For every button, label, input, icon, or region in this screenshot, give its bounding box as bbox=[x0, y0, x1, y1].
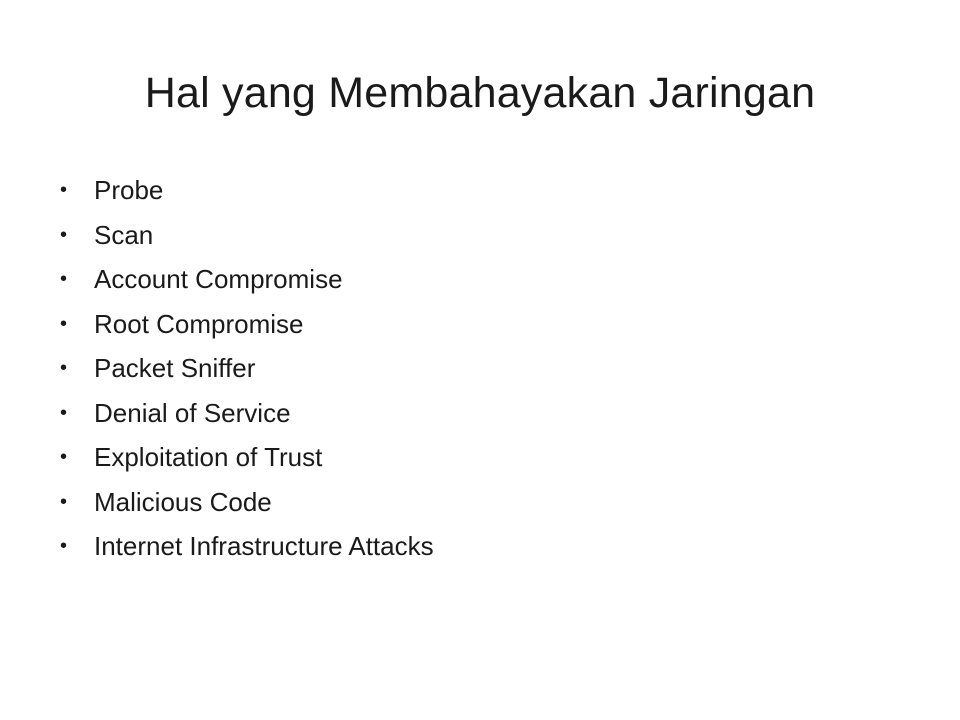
bullet-icon: • bbox=[60, 490, 68, 513]
list-item-account-compromise bbox=[60, 257, 434, 302]
bullet-icon: • bbox=[60, 223, 68, 246]
list-item-label: Malicious Code bbox=[94, 486, 272, 517]
list-item-internet-infrastructure-attacks bbox=[60, 524, 434, 569]
list-item-label: Probe bbox=[94, 175, 164, 205]
list-item-label: Root Compromise bbox=[94, 308, 304, 339]
bullet-icon: • bbox=[60, 312, 68, 335]
list-item-probe bbox=[60, 168, 434, 213]
list-item-packet-sniffer bbox=[60, 346, 434, 391]
bullet-icon: • bbox=[60, 179, 68, 201]
list-item-label: Scan bbox=[94, 219, 154, 250]
list-item-label: Exploitation of Trust bbox=[94, 442, 323, 472]
list-item-exploitation-of-trust bbox=[60, 435, 434, 480]
bullet-icon: • bbox=[60, 401, 68, 424]
bullet-icon: • bbox=[60, 357, 68, 379]
bullet-icon: • bbox=[60, 446, 68, 468]
list-item-label: Account Compromise bbox=[94, 264, 343, 294]
slide-title: Hal yang Membahayakan Jaringan bbox=[144, 69, 816, 117]
list-item-label: Internet Infrastructure Attacks bbox=[94, 531, 434, 561]
list-item-malicious-code bbox=[60, 480, 434, 525]
list-item-label: Denial of Service bbox=[94, 397, 291, 428]
list-item-denial-of-service bbox=[60, 391, 434, 436]
list-item-root-compromise bbox=[60, 302, 434, 347]
list-item-scan bbox=[60, 213, 434, 258]
bullet-list bbox=[60, 168, 434, 569]
bullet-icon: • bbox=[60, 268, 68, 290]
bullet-icon: • bbox=[60, 535, 68, 557]
list-item-label: Packet Sniffer bbox=[94, 353, 256, 383]
